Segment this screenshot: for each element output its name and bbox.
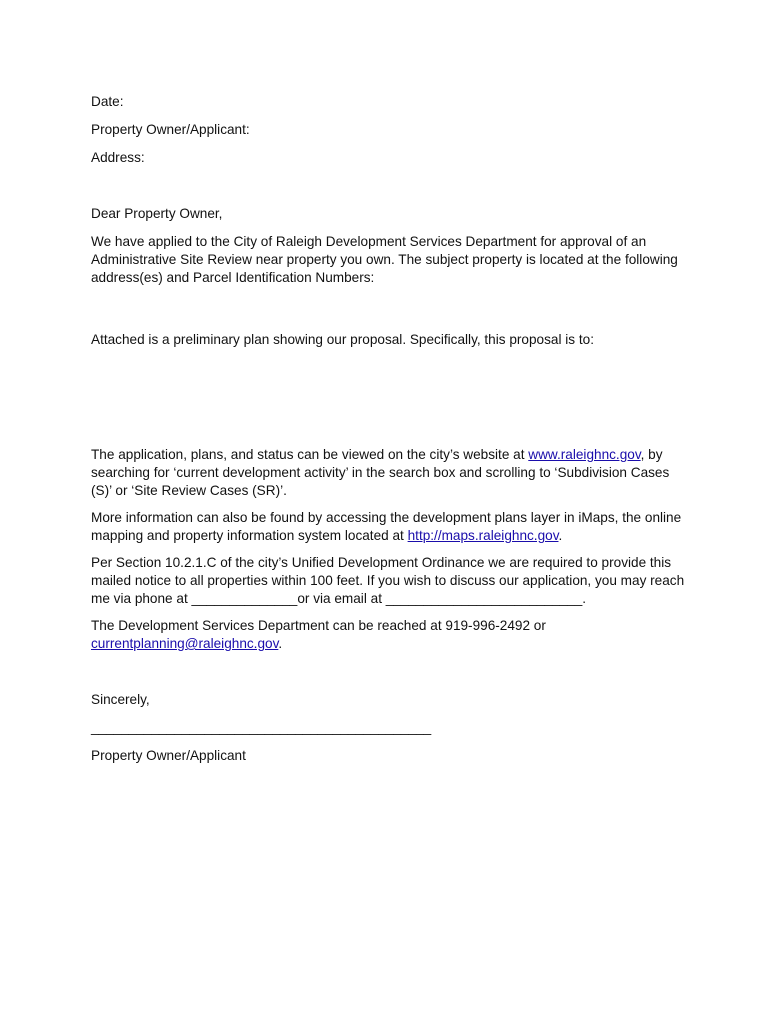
website-paragraph xyxy=(91,446,691,500)
signature-label: Property Owner/Applicant xyxy=(91,748,246,763)
imaps-paragraph xyxy=(91,509,691,545)
intro-paragraph: We have applied to the City of Raleigh Development Services Department for approval of an Administrative Site Review near property you own. The subject property is located at the following address(es) and Parcel Identification Numbers: xyxy=(91,234,678,285)
imaps-text-after: . xyxy=(558,528,563,543)
proposal-paragraph: Attached is a preliminary plan showing our proposal. Specifically, this proposal is to: xyxy=(91,332,594,347)
address-label: Address: xyxy=(91,150,145,165)
owner-applicant-label: Property Owner/Applicant: xyxy=(91,122,250,137)
department-email-link[interactable]: currentplanning@raleighnc.gov xyxy=(91,636,279,651)
department-text-before: The Development Services Department can be reached at 919-996-2492 or xyxy=(91,618,546,633)
notice-paragraph: Per Section 10.2.1.C of the city’s Unified Development Ordinance we are required to provide this mailed notice to all properties within 100 feet. If you wish to discuss our application, you may reach me via phone at ______________or via email at __________________________. xyxy=(91,555,685,606)
department-text-after: . xyxy=(278,636,283,651)
department-paragraph xyxy=(91,617,691,653)
website-text-before: The application, plans, and status can be viewed on the city’s website at xyxy=(91,447,529,462)
website-text-after: , by searching for ‘current development activity’ in the search box and scrolling to ‘Subdivision Cases (S)’ or ‘Site Review Cases (SR)’. xyxy=(91,447,670,498)
date-label: Date: xyxy=(91,94,124,109)
imaps-text-before: More information can also be found by accessing the development plans layer in iMaps, the online mapping and property information system located at xyxy=(91,510,682,543)
imaps-link[interactable]: http://maps.raleighnc.gov xyxy=(407,528,559,543)
salutation: Dear Property Owner, xyxy=(91,206,223,221)
website-link[interactable]: www.raleighnc.gov xyxy=(528,447,641,462)
signature-line: _____________________________________________ xyxy=(91,720,432,735)
closing: Sincerely, xyxy=(91,692,150,707)
